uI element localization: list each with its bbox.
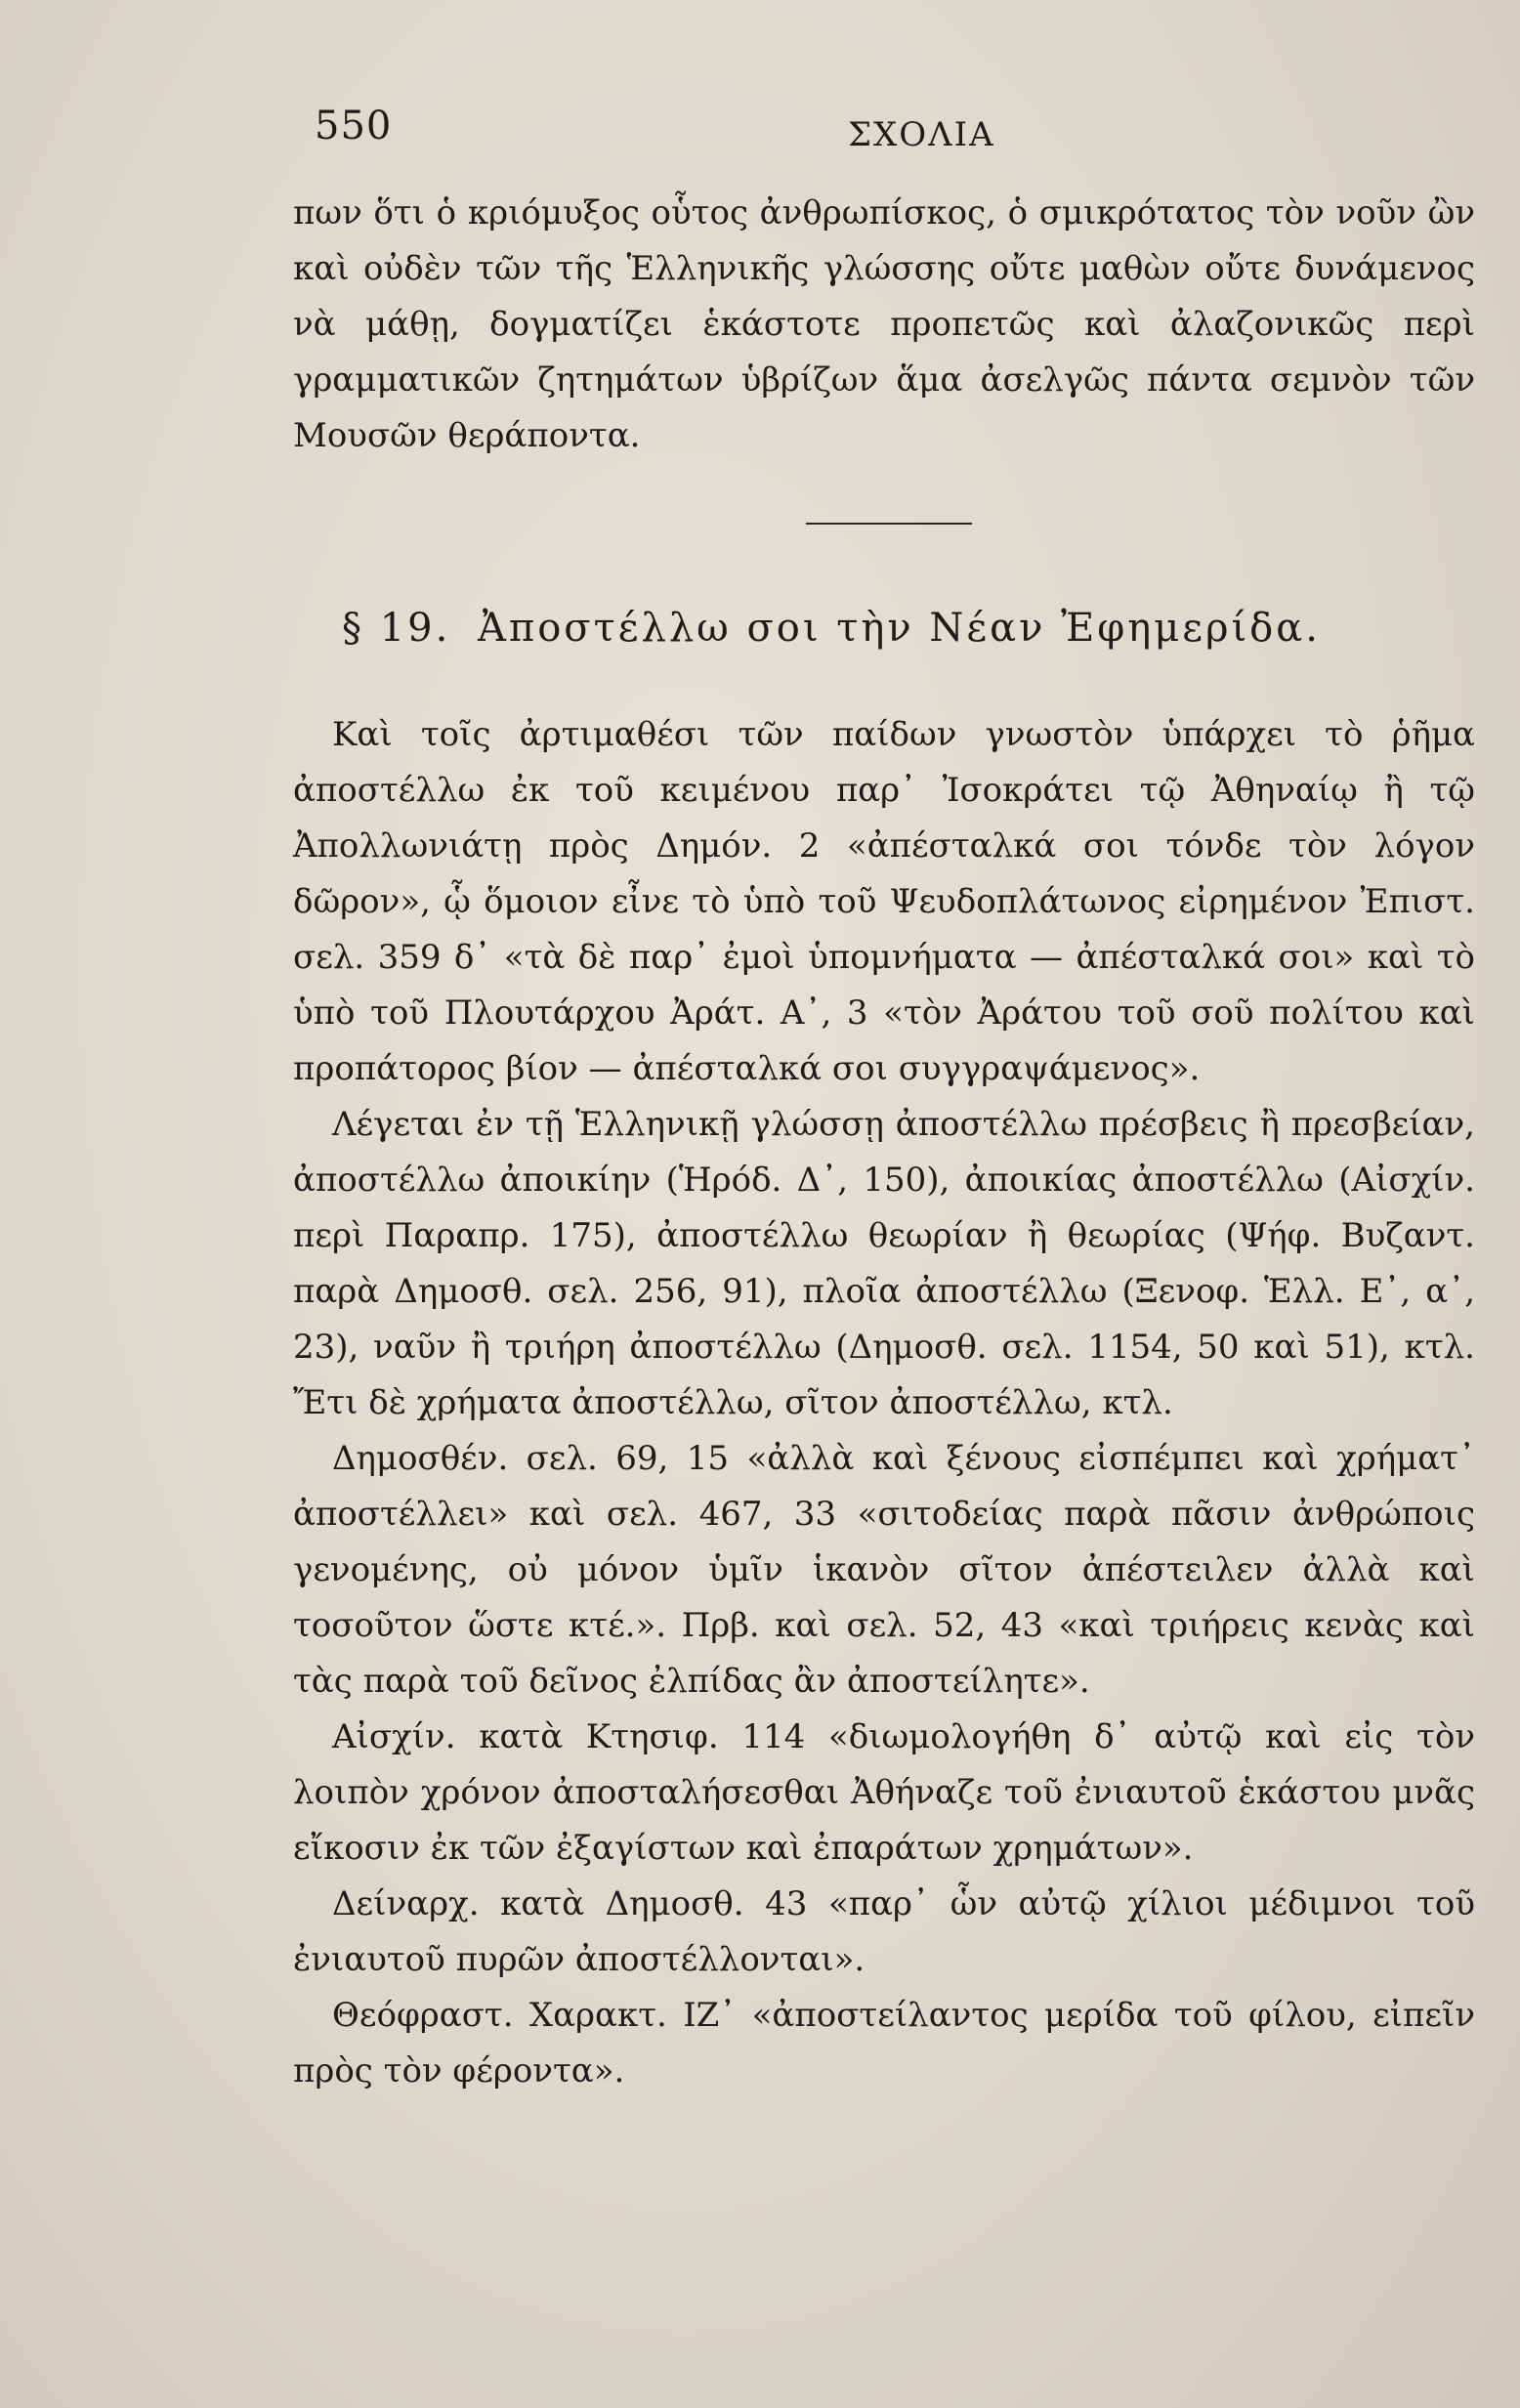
body-text bbox=[293, 186, 1475, 2099]
page-header bbox=[315, 98, 1291, 156]
paragraph-5: Δείναρχ. κατὰ Δημοσθ. 43 «παρ᾽ ὧν αὐτῷ χίλιοι μέδιμνοι τοῦ ἐνιαυτοῦ πυρῶν ἀποστέλλονται». bbox=[293, 1884, 1475, 1979]
section-number: § 19. bbox=[342, 606, 451, 651]
section-heading bbox=[342, 601, 1475, 656]
paragraph-1: Καὶ τοῖς ἀρτιμαθέσι τῶν παίδων γνωστὸν ὑπάρχει τὸ ῥῆμα ἀποστέλλω ἐκ τοῦ κειμένου παρ᾽ Ἰσοκράτει τῷ Ἀθηναίῳ ἢ τῷ Ἀπολλωνιάτῃ πρὸς Δημόν. 2 «ἀπέσταλκά σοι τόνδε τὸν λόγον δῶρον», ᾧ ὅμοιον εἶνε τὸ ὑπὸ τοῦ Ψευδοπλάτωνος εἰρημένον Ἐπιστ. σελ. 359 δ᾽ «τὰ δὲ παρ᾽ ἐμοὶ ὑπομνήματα — ἀπέσταλκά σοι» καὶ τὸ ὑπὸ τοῦ Πλουτάρχου Ἀράτ. Α᾽, 3 «τὸν Ἀράτου τοῦ σοῦ πολίτου καὶ προπάτορος βίον — ἀπέσταλκά σοι συγγραψάμενος». bbox=[293, 715, 1475, 1088]
page-number: 550 bbox=[315, 104, 393, 148]
section-divider bbox=[806, 523, 972, 525]
paragraph-6: Θεόφραστ. Χαρακτ. ΙΖ᾽ «ἀποστείλαντος μερίδα τοῦ φίλου, εἰπεῖν πρὸς τὸν φέροντα». bbox=[293, 1996, 1475, 2091]
section-title: Ἀποστέλλω σοι τὴν Νέαν Ἐφημερίδα. bbox=[478, 606, 1321, 651]
running-head: ΣΧΟΛΙΑ bbox=[848, 115, 995, 154]
paragraph-2: Λέγεται ἐν τῇ Ἑλληνικῇ γλώσσῃ ἀποστέλλω πρέσβεις ἢ πρεσβείαν, ἀποστέλλω ἀποικίην (Ἡρόδ. Δ᾽, 150), ἀποικίας ἀποστέλλω (Αἰσχίν. περὶ Παραπρ. 175), ἀποστέλλω θεωρίαν ἢ θεωρίας (Ψήφ. Βυζαντ. παρὰ Δημοσθ. σελ. 256, 91), πλοῖα ἀποστέλλω (Ξενοφ. Ἑλλ. Ε᾽, α᾽, 23), ναῦν ἢ τριήρη ἀποστέλλω (Δημοσθ. σελ. 1154, 50 καὶ 51), κτλ. Ἔτι δὲ χρήματα ἀποστέλλω, σῖτον ἀποστέλλω, κτλ. bbox=[293, 1105, 1475, 1422]
paragraph-4: Αἰσχίν. κατὰ Κτησιφ. 114 «διωμολογήθη δ᾽ αὐτῷ καὶ εἰς τὸν λοιπὸν χρόνον ἀποσταλήσεσθαι Ἀθήναζε τοῦ ἐνιαυτοῦ ἑκάστου μνᾶς εἴκοσιν ἐκ τῶν ἐξαγίστων καὶ ἐπαράτων χρημάτων». bbox=[293, 1717, 1475, 1868]
intro-paragraph: πων ὅτι ὁ κριόμυξος οὗτος ἀνθρωπίσκος, ὁ σμικρότατος τὸν νοῦν ὢν καὶ οὐδὲν τῶν τῆς Ἑλληνικῆς γλώσσης οὔτε μαθὼν οὔτε δυνάμενος νὰ μάθῃ, δογματίζει ἑκάστοτε προπετῶς καὶ ἀλαζονικῶς περὶ γραμματικῶν ζητημάτων ὑβρίζων ἅμα ἀσελγῶς πάντα σεμνὸν τῶν Μουσῶν θεράποντα. bbox=[293, 193, 1475, 455]
paragraph-3: Δημοσθέν. σελ. 69, 15 «ἀλλὰ καὶ ξένους εἰσπέμπει καὶ χρήματ᾽ ἀποστέλλει» καὶ σελ. 467, 33 «σιτοδείας παρὰ πᾶσιν ἀνθρώποις γενομένης, οὐ μόνον ὑμῖν ἱκανὸν σῖτον ἀπέστειλεν ἀλλὰ καὶ τοσοῦτον ὥστε κτέ.». Πρβ. καὶ σελ. 52, 43 «καὶ τριήρεις κενὰς καὶ τὰς παρὰ τοῦ δεῖνος ἐλπίδας ἂν ἀποστείλητε». bbox=[293, 1439, 1475, 1701]
